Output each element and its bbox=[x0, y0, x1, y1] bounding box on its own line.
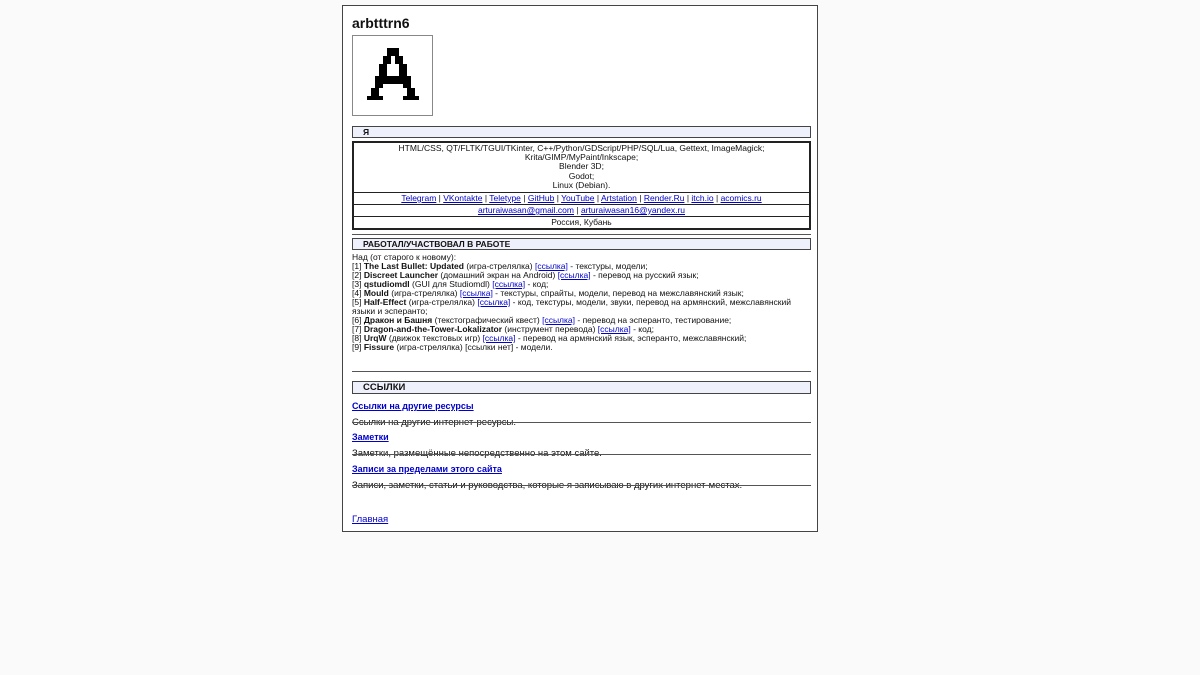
skills-cell bbox=[354, 143, 809, 192]
work-item-desc: - перевод на армянский язык, эсперанто, межславянский; bbox=[515, 333, 747, 343]
work-item-number: [7] bbox=[352, 324, 362, 334]
external-records-link[interactable]: Записи за пределами этого сайта bbox=[352, 464, 502, 474]
work-item-link[interactable]: [ссылка] bbox=[542, 315, 576, 325]
work-item bbox=[352, 298, 811, 316]
work-item-name: Discreet Launcher bbox=[363, 270, 438, 280]
links-header: ССЫЛКИ bbox=[352, 381, 811, 394]
skills-line: HTML/CSS, QT/FLTK/TGUI/TKinter, C++/Python/GDScript/PHP/SQL/Lua, Gettext, ImageMagick; bbox=[398, 143, 765, 153]
work-item-number: [8] bbox=[352, 333, 362, 343]
external-records-desc: Записи, заметки, статьи и руководства, которые я записываю в других интернет-местах. bbox=[352, 480, 743, 491]
about-header: Я bbox=[352, 126, 811, 138]
work-header: РАБОТАЛ/УЧАСТВОВАЛ В РАБОТЕ bbox=[352, 238, 811, 250]
divider bbox=[352, 454, 811, 455]
link-block-external bbox=[352, 459, 811, 491]
home-link[interactable]: Главная bbox=[352, 514, 389, 525]
work-item-desc: - код, текстуры, модели, звуки, перевод на армянский, межславянский языки и эсперанто; bbox=[352, 297, 791, 316]
link-renderru[interactable]: Render.Ru bbox=[643, 193, 685, 204]
work-item-type: (GUI для Studiomdl) bbox=[412, 279, 490, 289]
work-item-number: [1] bbox=[352, 261, 362, 271]
work-item-number: [5] bbox=[352, 297, 362, 307]
link-artstation[interactable]: Artstation bbox=[600, 193, 637, 204]
work-item-link[interactable]: [ссылка] bbox=[477, 297, 511, 307]
work-item-type: (игра-стрелялка) bbox=[408, 297, 475, 307]
work-item-type: (инструмент перевода) bbox=[504, 324, 596, 334]
about-table bbox=[352, 141, 811, 230]
link-telegram[interactable]: Telegram bbox=[401, 193, 437, 204]
link-block-resources bbox=[352, 396, 811, 428]
work-item-name: UrqW bbox=[363, 333, 387, 343]
work-item-desc: - текстуры, спрайты, модели, перевод на межславянский язык; bbox=[492, 288, 744, 298]
work-item-desc: [ссылки нет] - модели. bbox=[465, 342, 553, 352]
skills-line: Godot; bbox=[568, 170, 595, 181]
work-list bbox=[352, 253, 811, 352]
skills-line: Linux (Debian). bbox=[552, 179, 611, 190]
work-item-link[interactable]: [ссылка] bbox=[459, 288, 493, 298]
email-yandex-link[interactable]: arturaiwasan16@yandex.ru bbox=[580, 205, 686, 216]
work-item-name: Дракон и Башня bbox=[363, 315, 433, 325]
work-item-desc: - перевод на русский язык; bbox=[590, 270, 699, 280]
work-item-link[interactable]: [ссылка] bbox=[482, 333, 516, 343]
link-github[interactable]: GitHub bbox=[527, 193, 555, 204]
skills-line: Blender 3D; bbox=[559, 161, 604, 172]
social-links-cell: Telegram | VKontakte | Teletype | GitHub | YouTube | Artstation | Render.Ru | itch.io | acomics.ru bbox=[354, 192, 809, 204]
work-item-type: (игра-стрелялка) bbox=[466, 261, 533, 271]
work-item-link[interactable]: [ссылка] bbox=[557, 270, 591, 280]
divider bbox=[352, 371, 811, 372]
work-item-desc: - текстуры, модели; bbox=[567, 261, 648, 271]
divider bbox=[352, 234, 811, 235]
work-item-desc: - код; bbox=[630, 324, 654, 334]
work-item-name: Fissure bbox=[363, 342, 395, 352]
work-item-name: qstudiomdl bbox=[363, 279, 410, 289]
work-intro: Над (от старого к новому): bbox=[352, 252, 457, 262]
emails-cell: arturaiwasan@gmail.com | arturaiwasan16@yandex.ru bbox=[354, 204, 809, 216]
link-vkontakte[interactable]: VKontakte bbox=[443, 193, 483, 204]
site-title: arbtttrn6 bbox=[352, 15, 410, 31]
work-item-number: [3] bbox=[352, 279, 362, 289]
resources-desc: Ссылки на другие интернет-ресурсы. bbox=[352, 417, 516, 428]
work-item-number: [9] bbox=[352, 342, 362, 352]
work-item-name: The Last Bullet: Updated bbox=[363, 261, 464, 271]
resources-link[interactable]: Ссылки на другие ресурсы bbox=[352, 401, 474, 411]
link-itchio[interactable]: itch.io bbox=[691, 193, 714, 204]
notes-desc: Заметки, размещённые непосредственно на этом сайте. bbox=[352, 448, 602, 459]
work-item-link[interactable]: [ссылка] bbox=[492, 279, 526, 289]
link-youtube[interactable]: YouTube bbox=[561, 193, 595, 204]
work-item-type: (текстографический квест) bbox=[434, 315, 540, 325]
link-acomics[interactable]: acomics.ru bbox=[720, 193, 762, 204]
link-teletype[interactable]: Teletype bbox=[489, 193, 521, 204]
work-item-number: [4] bbox=[352, 288, 362, 298]
work-item-name: Dragon-and-the-Tower-Lokalizator bbox=[363, 324, 503, 334]
page-container bbox=[342, 5, 818, 532]
work-item-desc: - перевод на эсперанто, тестирование; bbox=[575, 315, 732, 325]
work-item-type: (движок текстовых игр) bbox=[388, 333, 481, 343]
work-item-link[interactable]: [ссылка] bbox=[597, 324, 631, 334]
work-item-name: Half-Effect bbox=[363, 297, 407, 307]
work-item-number: [2] bbox=[352, 270, 362, 280]
logo-image bbox=[352, 35, 433, 116]
notes-link[interactable]: Заметки bbox=[352, 432, 389, 442]
skills-line: Krita/GIMP/MyPaint/Inkscape; bbox=[524, 152, 639, 163]
work-item-number: [6] bbox=[352, 315, 362, 325]
divider bbox=[352, 422, 811, 423]
location-cell: Россия, Кубань bbox=[354, 216, 809, 228]
work-item-name: Mould bbox=[363, 288, 389, 298]
work-item-type: (домашний экран на Android) bbox=[440, 270, 556, 280]
pixel-letter-a-icon bbox=[367, 48, 419, 104]
email-gmail-link[interactable]: arturaiwasan@gmail.com bbox=[477, 205, 574, 216]
work-item bbox=[352, 343, 811, 352]
work-item-desc: - код; bbox=[525, 279, 549, 289]
work-item-type: (игра-стрелялка) bbox=[396, 342, 463, 352]
work-item-link[interactable]: [ссылка] bbox=[534, 261, 568, 271]
work-item-type: (игра-стрелялка) bbox=[391, 288, 458, 298]
divider bbox=[352, 485, 811, 486]
